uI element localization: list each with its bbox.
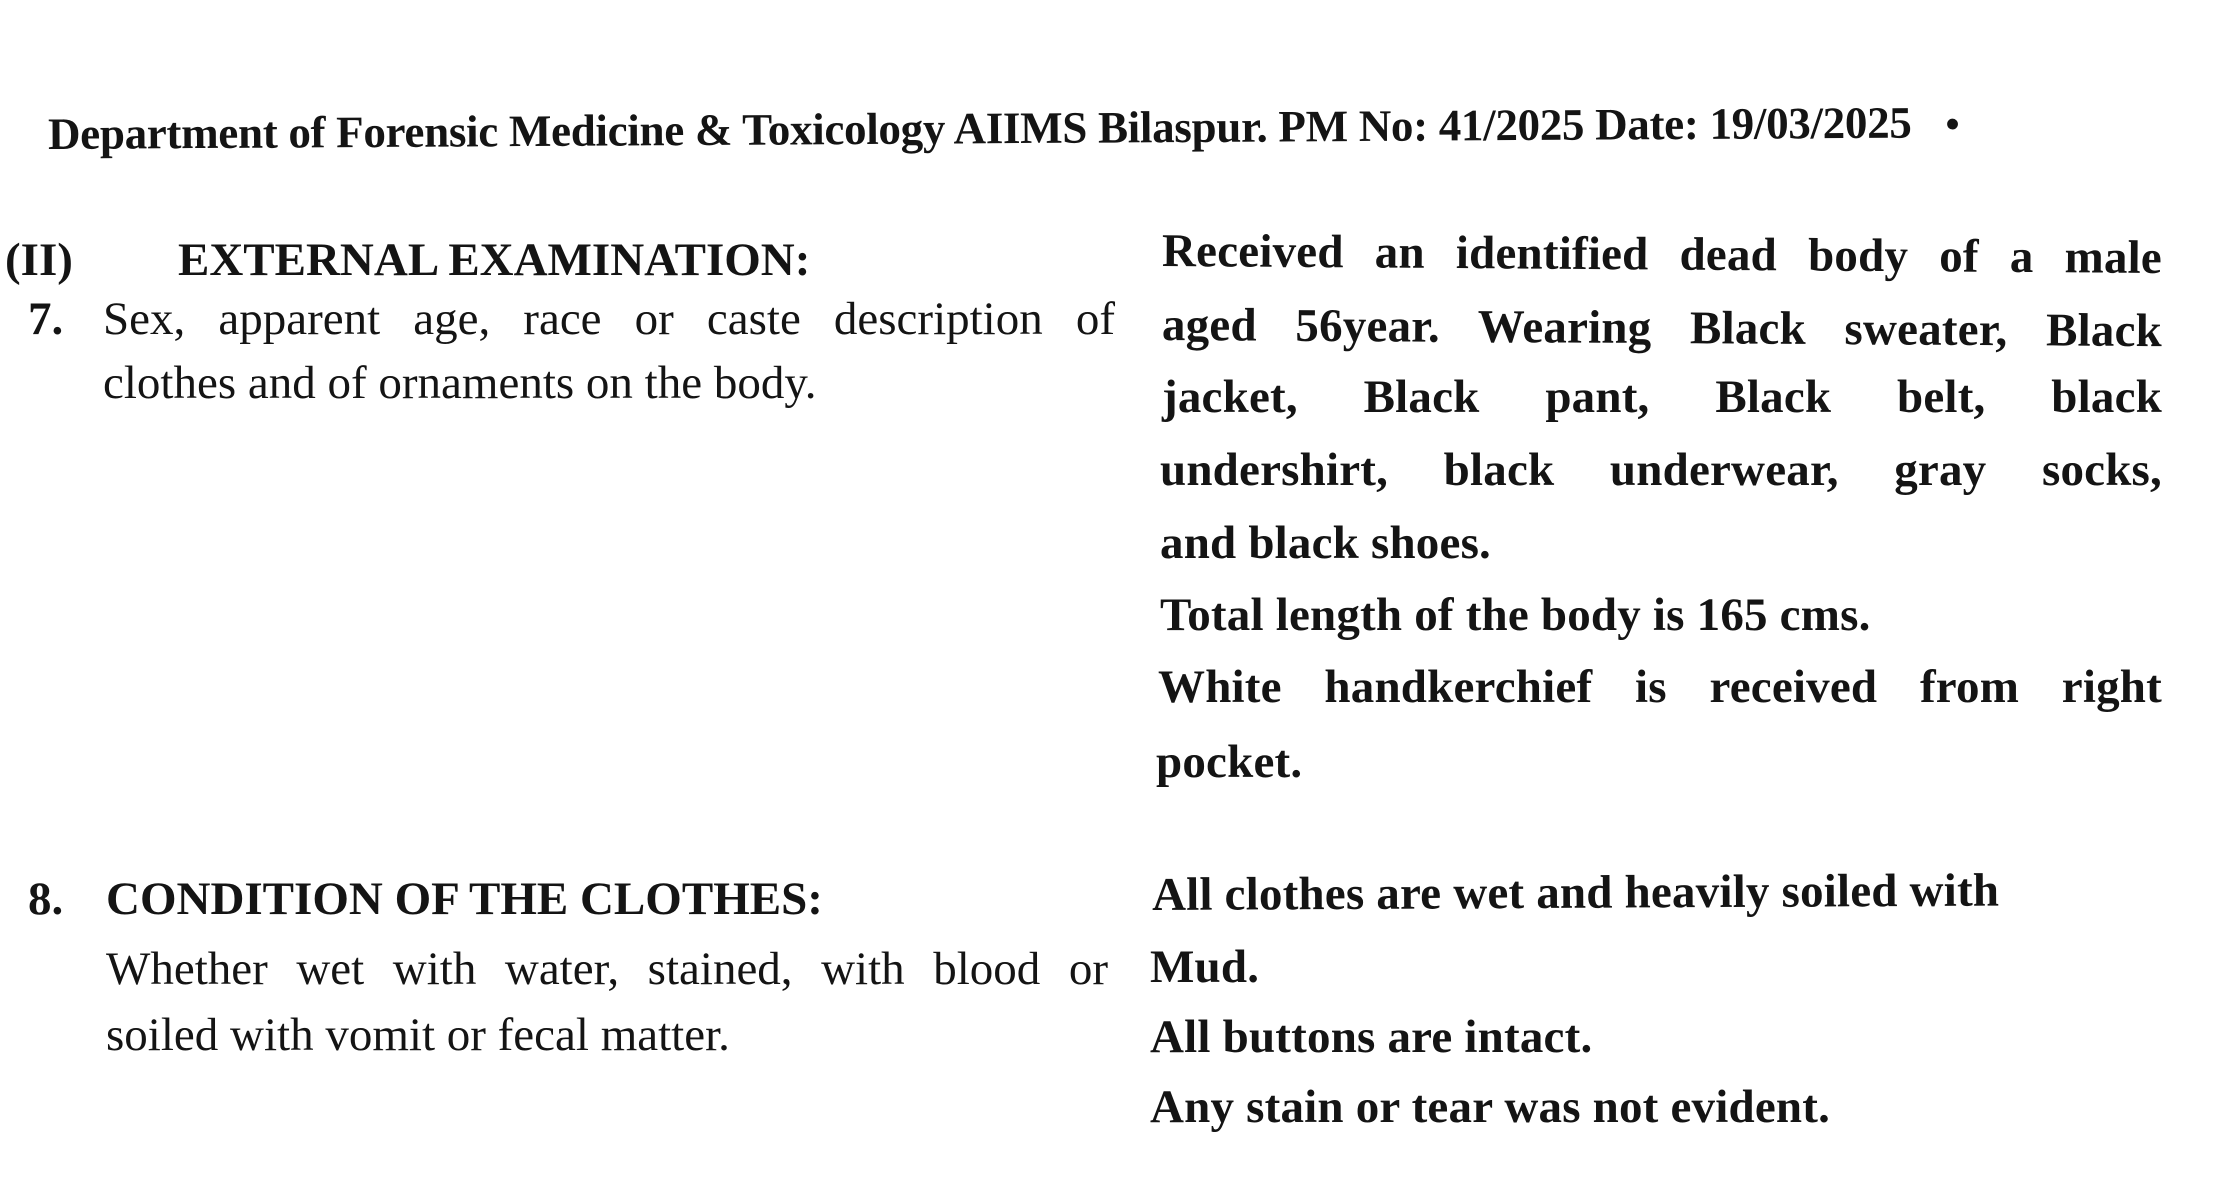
item-8-question-line-2: soiled with vomit or fecal matter. bbox=[106, 1009, 730, 1061]
item-7-answer-line-6: Total length of the body is 165 cms. bbox=[1160, 589, 1871, 641]
section-number: (II) bbox=[5, 234, 73, 286]
item-7-answer-line-8: pocket. bbox=[1156, 736, 1303, 788]
item-7-answer-line-4: undershirt, black underwear, gray socks, bbox=[1160, 444, 2162, 496]
item-8-answer-line-2: Mud. bbox=[1150, 941, 1260, 993]
item-7-answer-line-5: and black shoes. bbox=[1160, 517, 1492, 569]
header-mark: • bbox=[1945, 101, 1960, 147]
item-8-number: 8. bbox=[28, 873, 64, 925]
item-8-answer-line-4: Any stain or tear was not evident. bbox=[1150, 1081, 1831, 1133]
item-7-question-line-2: clothes and of ornaments on the body. bbox=[103, 357, 817, 409]
header-text: Department of Forensic Medicine & Toxicology AIIMS Bilaspur. PM No: 41/2025 Date: 19/03/2025 bbox=[47, 97, 1912, 159]
item-7-answer-line-2: aged 56year. Wearing Black sweater, Black bbox=[1161, 299, 2163, 358]
item-7-question-line-1: Sex, apparent age, race or caste description of bbox=[103, 293, 1115, 345]
section-title: EXTERNAL EXAMINATION: bbox=[178, 234, 811, 286]
item-8-title: CONDITION OF THE CLOTHES: bbox=[106, 873, 823, 925]
item-7-answer-line-3: jacket, Black pant, Black belt, black bbox=[1162, 371, 2162, 423]
item-8-answer-line-1: All clothes are wet and heavily soiled with bbox=[1151, 864, 2000, 921]
item-7-number: 7. bbox=[28, 293, 64, 345]
page-header bbox=[48, 96, 1960, 160]
item-7-answer-line-7: White handkerchief is received from right bbox=[1158, 661, 2162, 713]
item-7-answer-line-1: Received an identified dead body of a male bbox=[1161, 225, 2163, 284]
item-8-question-line-1: Whether wet with water, stained, with blood or bbox=[106, 943, 1108, 995]
item-8-answer-line-3: All buttons are intact. bbox=[1150, 1011, 1593, 1063]
